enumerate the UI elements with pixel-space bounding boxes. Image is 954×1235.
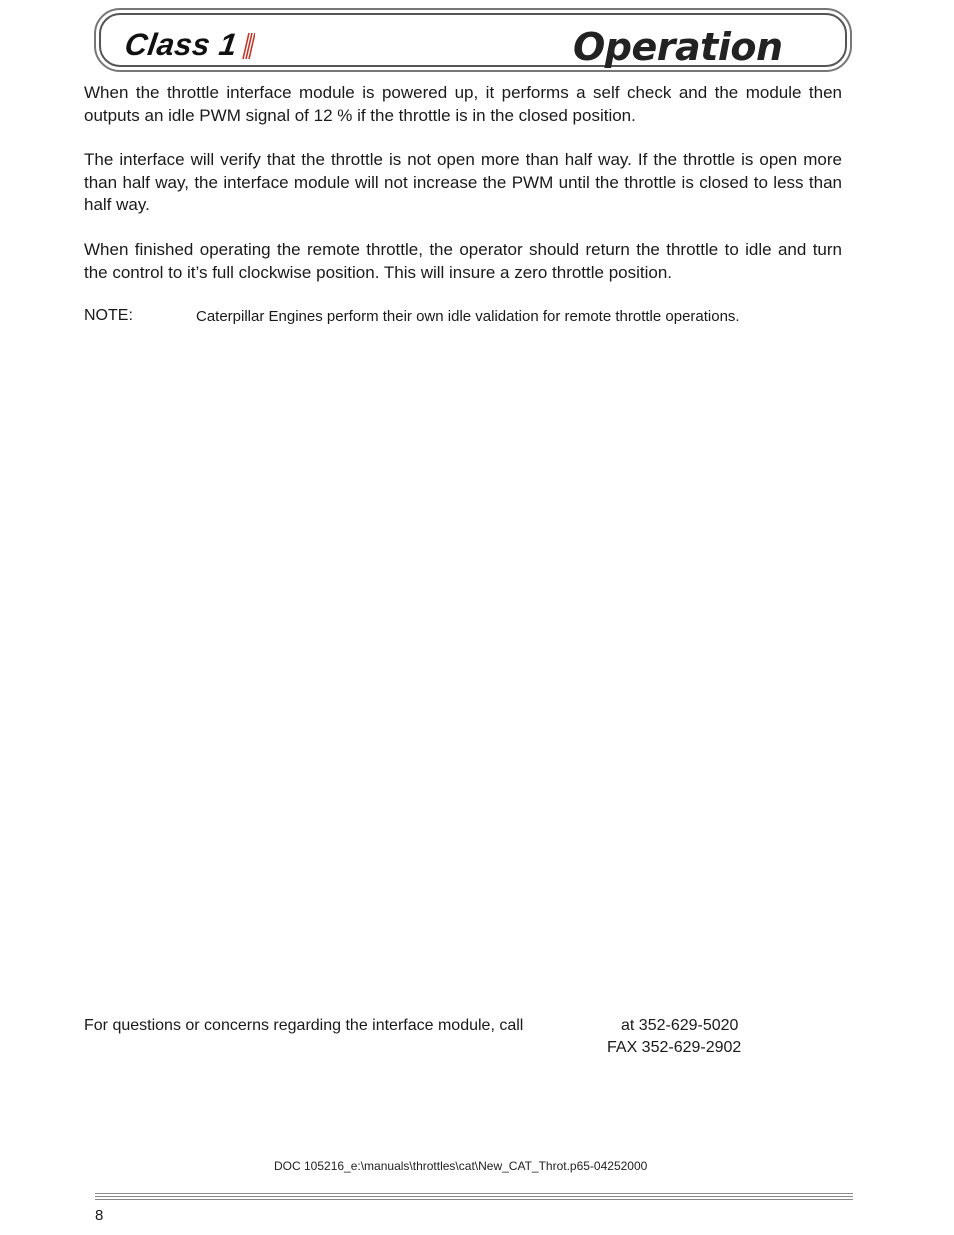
logo-text: Class 1 — [122, 27, 240, 62]
page-title: Operation — [573, 25, 783, 69]
footer-rule-top — [95, 1193, 853, 1194]
paragraph-finish: When finished operating the remote throttle, the operator should return the throttle to idle and turn the control to it’s full clockwise position. This will insure a zero throttle position. — [84, 240, 842, 282]
paragraph-half-way: The interface will verify that the throttle is not open more than half way. If the throttle is open more than half way, the interface module will not increase the PWM until the throttle is closed to less than half way. — [84, 150, 842, 214]
footer-rule-bottom — [95, 1199, 853, 1200]
contact-fax: FAX 352-629-2902 — [607, 1039, 742, 1056]
logo-stripes-icon — [239, 33, 255, 59]
paragraph-power-up: When the throttle interface module is powered up, it performs a self check and the module then outputs an idle PWM signal of 12 % if the throttle is in the closed position. — [84, 83, 842, 125]
note-label: NOTE: — [84, 307, 133, 324]
page-header — [94, 8, 852, 72]
contact-line: For questions or concerns regarding the interface module, call — [84, 1017, 524, 1034]
footer-rule-middle — [95, 1196, 853, 1197]
note-text: Caterpillar Engines perform their own idle validation for remote throttle operations. — [196, 308, 740, 325]
contact-phone: at 352-629-5020 — [621, 1017, 739, 1034]
document-reference: DOC 105216_e:\manuals\throttles\cat\New_CAT_Throt.p65-04252000 — [274, 1159, 648, 1173]
class1-logo — [122, 27, 255, 62]
header-inner-border — [99, 13, 847, 67]
page-number: 8 — [95, 1207, 104, 1224]
